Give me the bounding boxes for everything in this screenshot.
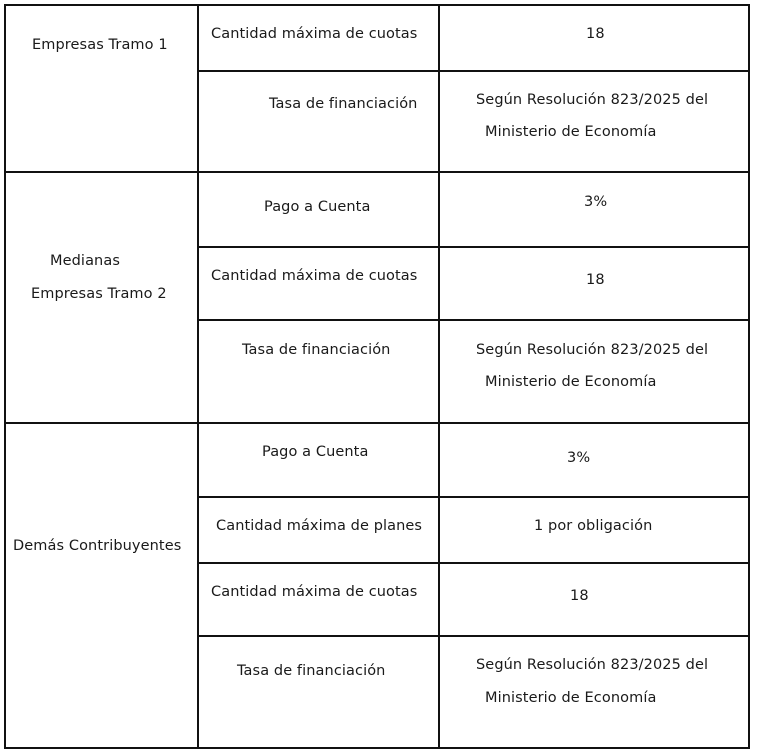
row-item-label: Tasa de financiación [242, 342, 391, 358]
row-item-label: Pago a Cuenta [264, 199, 371, 215]
row-value: 3% [584, 194, 608, 210]
row-item-label: Cantidad máxima de cuotas [211, 584, 418, 600]
row-value: Según Resolución 823/2025 del [476, 342, 709, 358]
row-item-label: Cantidad máxima de cuotas [211, 268, 418, 284]
column-divider-1 [197, 4, 199, 749]
table-border-bottom [4, 747, 750, 749]
row-divider [197, 70, 750, 72]
row-divider [197, 496, 750, 498]
group-divider-1 [4, 171, 750, 173]
row-divider [197, 246, 750, 248]
row-item-label: Cantidad máxima de planes [216, 518, 423, 534]
row-value: 18 [570, 588, 589, 604]
row-item-label: Tasa de financiación [269, 96, 418, 112]
row-item-label: Cantidad máxima de cuotas [211, 26, 418, 42]
row-value: 1 por obligación [534, 518, 653, 534]
group-label: Medianas [50, 253, 120, 269]
row-item-label: Tasa de financiación [237, 663, 386, 679]
row-value: Ministerio de Economía [485, 124, 657, 140]
row-divider [197, 319, 750, 321]
row-divider [197, 635, 750, 637]
row-value: 3% [567, 450, 591, 466]
row-value: Según Resolución 823/2025 del [476, 657, 709, 673]
row-item-label: Pago a Cuenta [262, 444, 369, 460]
table-border-left [4, 4, 6, 749]
table-border-top [4, 4, 750, 6]
row-value: Según Resolución 823/2025 del [476, 92, 709, 108]
group-label: Empresas Tramo 1 [32, 37, 168, 53]
column-divider-2 [438, 4, 440, 749]
row-value: Ministerio de Economía [485, 690, 657, 706]
group-label: Empresas Tramo 2 [31, 286, 167, 302]
row-divider [197, 562, 750, 564]
row-value: Ministerio de Economía [485, 374, 657, 390]
row-value: 18 [586, 272, 605, 288]
table-border-right [748, 4, 750, 749]
group-label: Demás Contribuyentes [13, 538, 182, 554]
group-divider-2 [4, 422, 750, 424]
row-value: 18 [586, 26, 605, 42]
